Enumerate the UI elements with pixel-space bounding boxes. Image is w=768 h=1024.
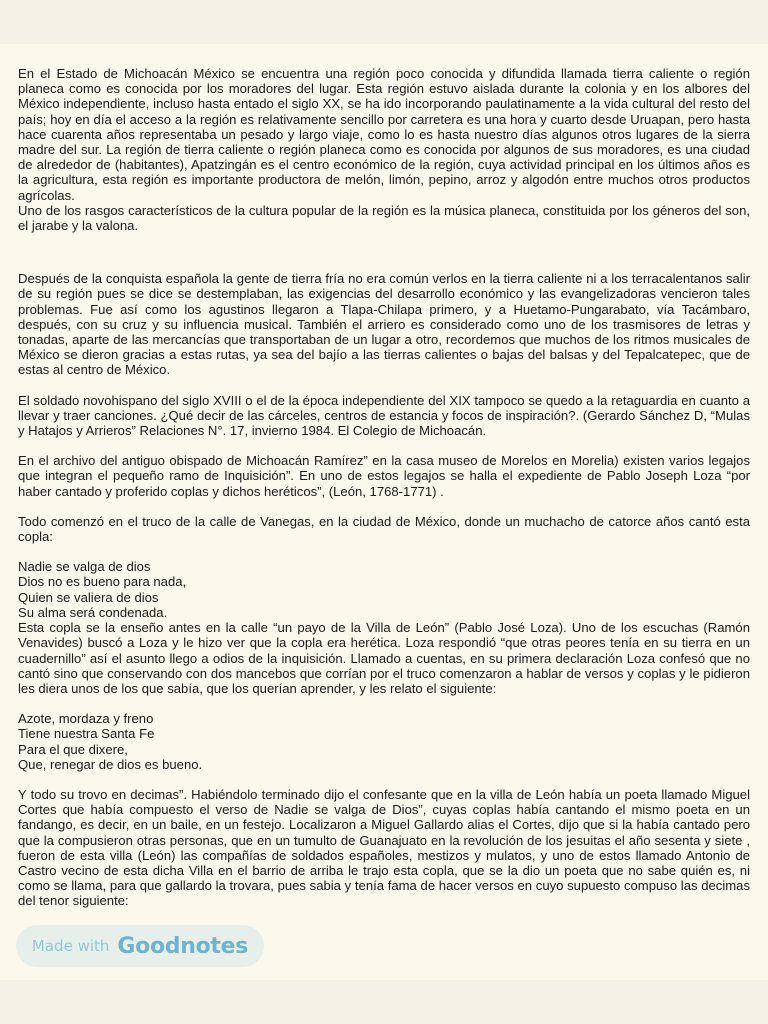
paragraph: Esta copla se la enseño antes en la calle “un payo de la Villa de León” (Pablo José Loza). Uno de los escuchas (Ramón Venavides) buscó a Loza y le hizo ver que la copla era herética. Loza respondió “que otras peores tenía en su tierra en un cuadernillo” así el asunto llego a odios de la inquisición. Llamado a cuentas, en su primera declaración Loza confesó que no cantó sino que conservando con dos mancebos que corrían por el truco comenzaron a hablar de versos y coplas y le pidieron les diera unos de los que sabía, que los querían aprender, y les relato el siguiente: <box>18 620 750 696</box>
paragraph: El soldado novohispano del siglo XVIII o el de la época independiente del XIX tampoco se quedo a la retaguardia en cuanto a llevar y traer canciones. ¿Qué decir de las cárceles, centros de estancia y focos de inspiración?. (Gerardo Sánchez D, “Mulas y Hatajos y Arrieros” Relaciones N°. 17, invierno 1984. El Colegio de Michoacán. <box>18 392 750 439</box>
verse-line: Quien se valiera de dios <box>18 589 159 605</box>
badge-prefix: Made with <box>31 937 110 955</box>
paragraph: Y todo su trovo en decimas”. Habiéndolo terminado dijo el confesante que en la villa de León había un poeta llamado Miguel Cortes que había compuesto el verso de Nadie se valga de Dios”, cuyas coplas había cantando el mismo poeta en un fandango, es decir, en un baile, en un festejo. Localizaron a Miguel Gallardo alias el Cortes, dijo que si la había cantado pero que la compusieron otras personas, que en un tumulto de Guanajuato en la revolución de los jesuitas el año sesenta y siete , fueron de esta villa (León) las compañías de soldados españoles, mestizos y mulatos, y uno de estos llamado Antonio de Castro vecino de esta dicha Villa en el barrio de arriba le trajo esta copla, que se la dio un poeta que no sabe quién es, ni como se llama, para que gallardo la trovara, pues sabia y tenía fama de hacer versos en cuyo supuesto compuso las decimas del tenor siguiente: <box>18 786 750 909</box>
paragraph: En el archivo del antiguo obispado de Michoacán Ramírez” en la casa museo de Morelos en Morelia) existen varios legajos que integran el pequeño ramo de Inquisición”. En uno de estos legajos se halla el expediente de Pablo Joseph Loza “por haber cantado y proferido coplas y dichos heréticos”, (León, 1768-1771) . <box>18 453 750 499</box>
badge-brand: Goodnotes <box>117 933 249 959</box>
verse-line: Su alma será condenada. <box>18 604 168 620</box>
paragraph: Todo comenzó en el truco de la calle de Vanegas, en la ciudad de México, donde un muchacho de catorce años cantó esta copla: <box>18 513 750 545</box>
verse-line: Tiene nuestra Santa Fe <box>18 726 155 742</box>
verse-line: Dios no es bueno para nada, <box>18 574 187 590</box>
made-with-goodnotes-badge <box>16 925 264 967</box>
verse-line: Azote, mordaza y freno <box>18 711 154 727</box>
paragraph: En el Estado de Michoacán México se encuentra una región poco conocida y difundida llamada tierra caliente o región planeca como es conocida por los moradores del lugar. Esta región estuvo aislada durante la colonia y en los albores del México independiente, incluso hasta entado el siglo XX, se ha ido incorporando paulatinamente a la vida cultural del resto del país; hoy en día el acceso a la región es relativamente sencillo por carretera es una hora y cuarto desde Uruapan, pero hasta hace cuarenta años representaba un pesado y largo viaje, como lo es hasta nuestro días algunos otros lugares de la sierra madre del sur. La región de tierra caliente o región planeca como es conocida por algunos de sus moradores, es una ciudad de alrededor de (habitantes), Apatzingán es el centro económico de la región, cuya actividad principal en los últimos años es la agricultura, esta región es importante productora de melón, limón, pepino, arroz y algodón entre muchos otros productos agrícolas. <box>18 66 750 203</box>
paragraph: Después de la conquista española la gente de tierra fría no era común verlos en la tierra caliente ni a los terracalentanos salir de su región pues se dice se destemplaban, las exigencias del desarrollo económico y las evangelizadoras vencieron tales problemas. Fue así como los agustinos llegaron a Tlapa-Chilapa primero, y a Huetamo-Pungarabato, vía Tacámbaro, después, con su cruz y su influencia musical. También el arriero es considerado como uno de los trasmisores de letras y tonadas, aparte de las mercancías que transportaban de un lugar a otro, recordemos que muchos de los ritmos musicales de México se dieron gracias a estas rutas, ya sea del bajío a las tierras calientes o bajas del balsas y del Tepalcatepec, que de estas al centro de México. <box>18 271 750 378</box>
verse-copla-1 <box>18 559 750 620</box>
verse-copla-2 <box>18 711 750 772</box>
verse-line: Para el que dixere, <box>18 741 128 757</box>
verse-line: Nadie se valga de dios <box>18 559 151 575</box>
document-page <box>0 44 768 980</box>
document-body <box>18 66 750 909</box>
verse-line: Que, renegar de dios es bueno. <box>18 756 203 772</box>
paragraph: Uno de los rasgos característicos de la cultura popular de la región es la música planeca, constituida por los géneros del son, el jarabe y la valona. <box>18 202 750 234</box>
